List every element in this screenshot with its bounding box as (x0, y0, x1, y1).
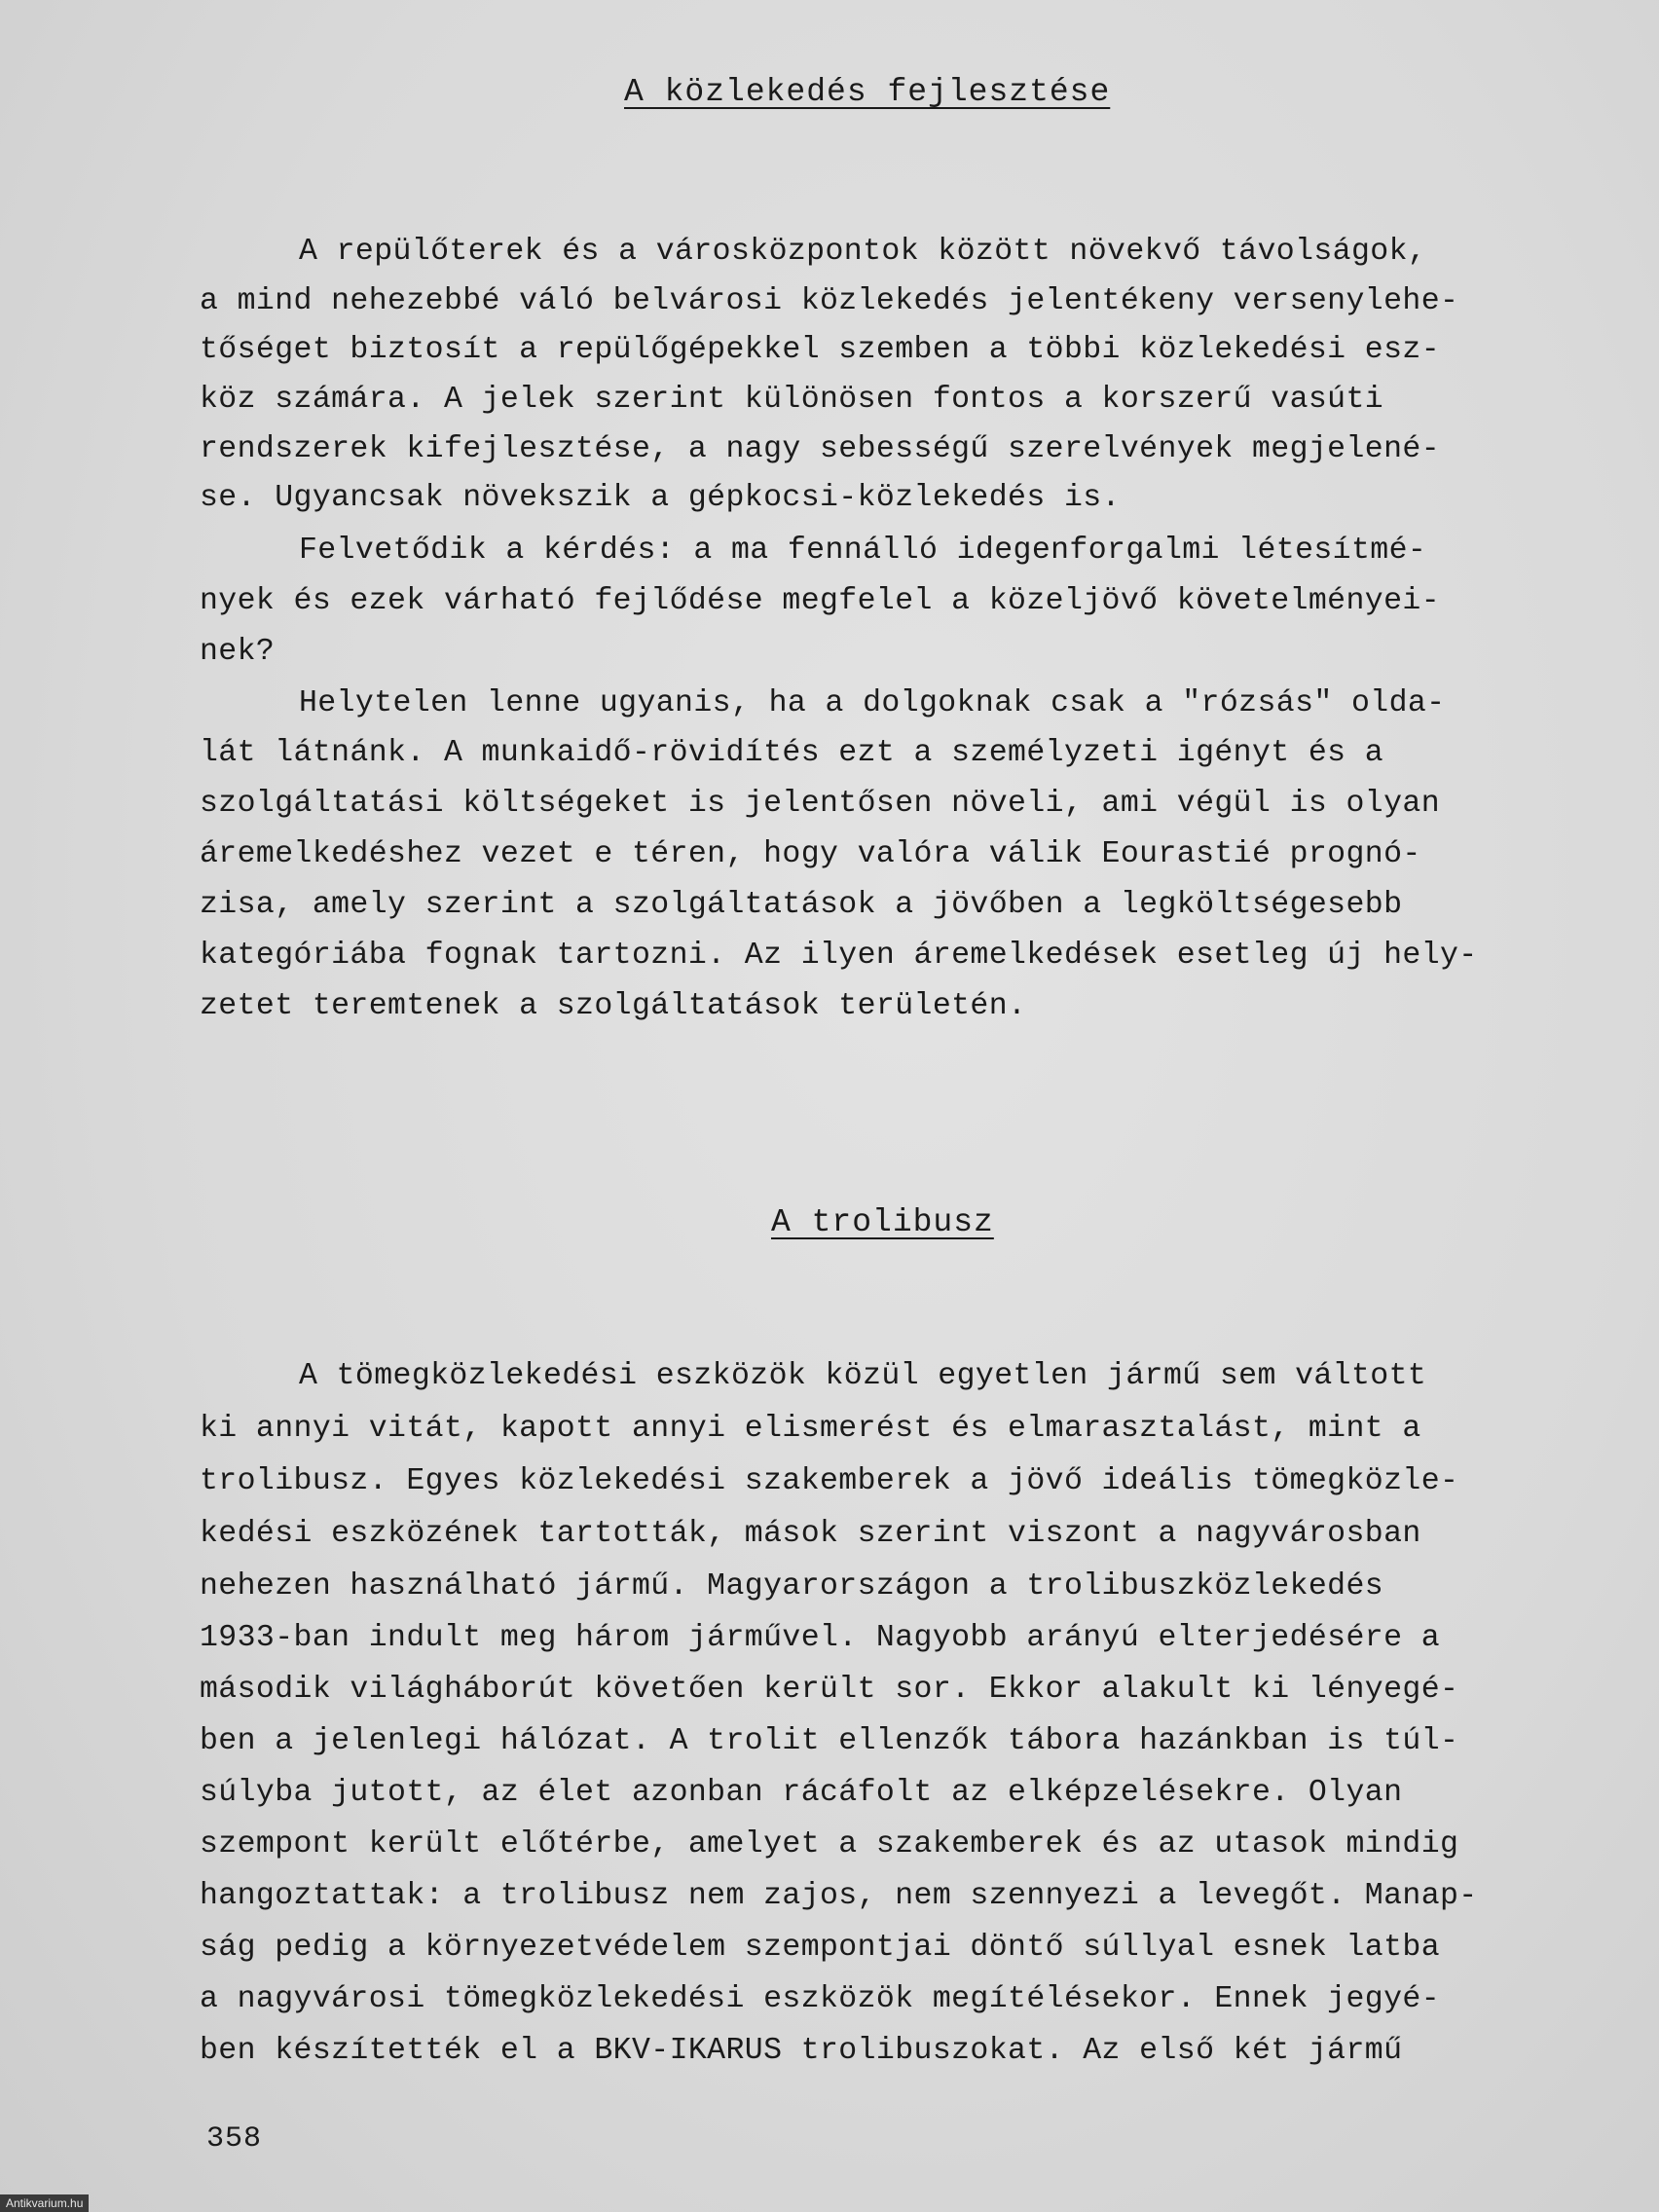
text-line: rendszerek kifejlesztése, a nagy sebességű szerelvények megjelené- (200, 432, 1441, 466)
text-line: zisa, amely szerint a szolgáltatások a jövőben a legköltségesebb (200, 888, 1403, 922)
text-line: második világháborút követően került sor. Ekkor alakult ki lényegé- (200, 1673, 1459, 1707)
text-line: nyek és ezek várható fejlődése megfelel a közeljövő követelményei- (200, 584, 1441, 618)
text-line: tőséget biztosít a repülőgépekkel szemben a többi közlekedési esz- (200, 333, 1441, 367)
text-line: ben készítették el a BKV-IKARUS trolibuszokat. Az első két jármű (200, 2034, 1403, 2068)
text-line: szempont került előtérbe, amelyet a szakemberek és az utasok mindig (200, 1827, 1459, 1862)
text-line: se. Ugyancsak növekszik a gépkocsi-közlekedés is. (200, 481, 1121, 515)
text-line: zetet teremtenek a szolgáltatások területén. (200, 989, 1027, 1023)
text-line: szolgáltatási költségeket is jelentősen növeli, ami végül is olyan (200, 787, 1441, 821)
text-line: ság pedig a környezetvédelem szempontjai döntő súllyal esnek latba (200, 1931, 1441, 1965)
text-line: lát látnánk. A munkaidő-rövidítés ezt a személyzeti igényt és a (200, 736, 1384, 770)
text-line: a mind nehezebbé váló belvárosi közlekedés jelentékeny versenylehe- (200, 284, 1459, 318)
text-line: A repülőterek és a városközpontok között növekvő távolságok, (299, 235, 1427, 269)
text-line: hangoztattak: a trolibusz nem zajos, nem szennyezi a levegőt. Manap- (200, 1879, 1478, 1913)
text-line: ki annyi vitát, kapott annyi elismerést és elmarasztalást, mint a (200, 1412, 1421, 1446)
text-line: A tömegközlekedési eszközök közül egyetlen jármű sem váltott (299, 1359, 1427, 1393)
text-line: trolibusz. Egyes közlekedési szakemberek a jövő ideális tömegközle- (200, 1464, 1459, 1498)
text-line: kedési eszközének tartották, mások szerint viszont a nagyvárosban (200, 1517, 1421, 1551)
text-line: nek? (200, 635, 276, 669)
watermark-label: Antikvarium.hu (0, 2194, 89, 2212)
page-number: 358 (206, 2122, 263, 2156)
text-line: ben a jelenlegi hálózat. A trolit ellenzők tábora hazánkban is túl- (200, 1724, 1459, 1758)
text-line: köz számára. A jelek szerint különösen fontos a korszerű vasúti (200, 383, 1384, 417)
section-title-trolleybus: A trolibusz (771, 1204, 994, 1240)
text-line: áremelkedéshez vezet e téren, hogy valóra válik Eourastié prognó- (200, 837, 1421, 871)
text-line: Felvetődik a kérdés: a ma fennálló idegenforgalmi létesítmé- (299, 534, 1427, 568)
text-line: Helytelen lenne ugyanis, ha a dolgoknak csak a "rózsás" olda- (299, 686, 1446, 720)
text-line: 1933-ban indult meg három járművel. Nagyobb arányú elterjedésére a (200, 1621, 1441, 1655)
text-line: kategóriába fognak tartozni. Az ilyen áremelkedések esetleg új hely- (200, 939, 1478, 973)
text-line: súlyba jutott, az élet azonban rácáfolt az elképzelésekre. Olyan (200, 1776, 1403, 1810)
text-line: a nagyvárosi tömegközlekedési eszközök megítélésekor. Ennek jegyé- (200, 1982, 1441, 2016)
section-title-transport-development: A közlekedés fejlesztése (624, 74, 1111, 110)
text-line: nehezen használható jármű. Magyarországon a trolibuszközlekedés (200, 1569, 1384, 1604)
